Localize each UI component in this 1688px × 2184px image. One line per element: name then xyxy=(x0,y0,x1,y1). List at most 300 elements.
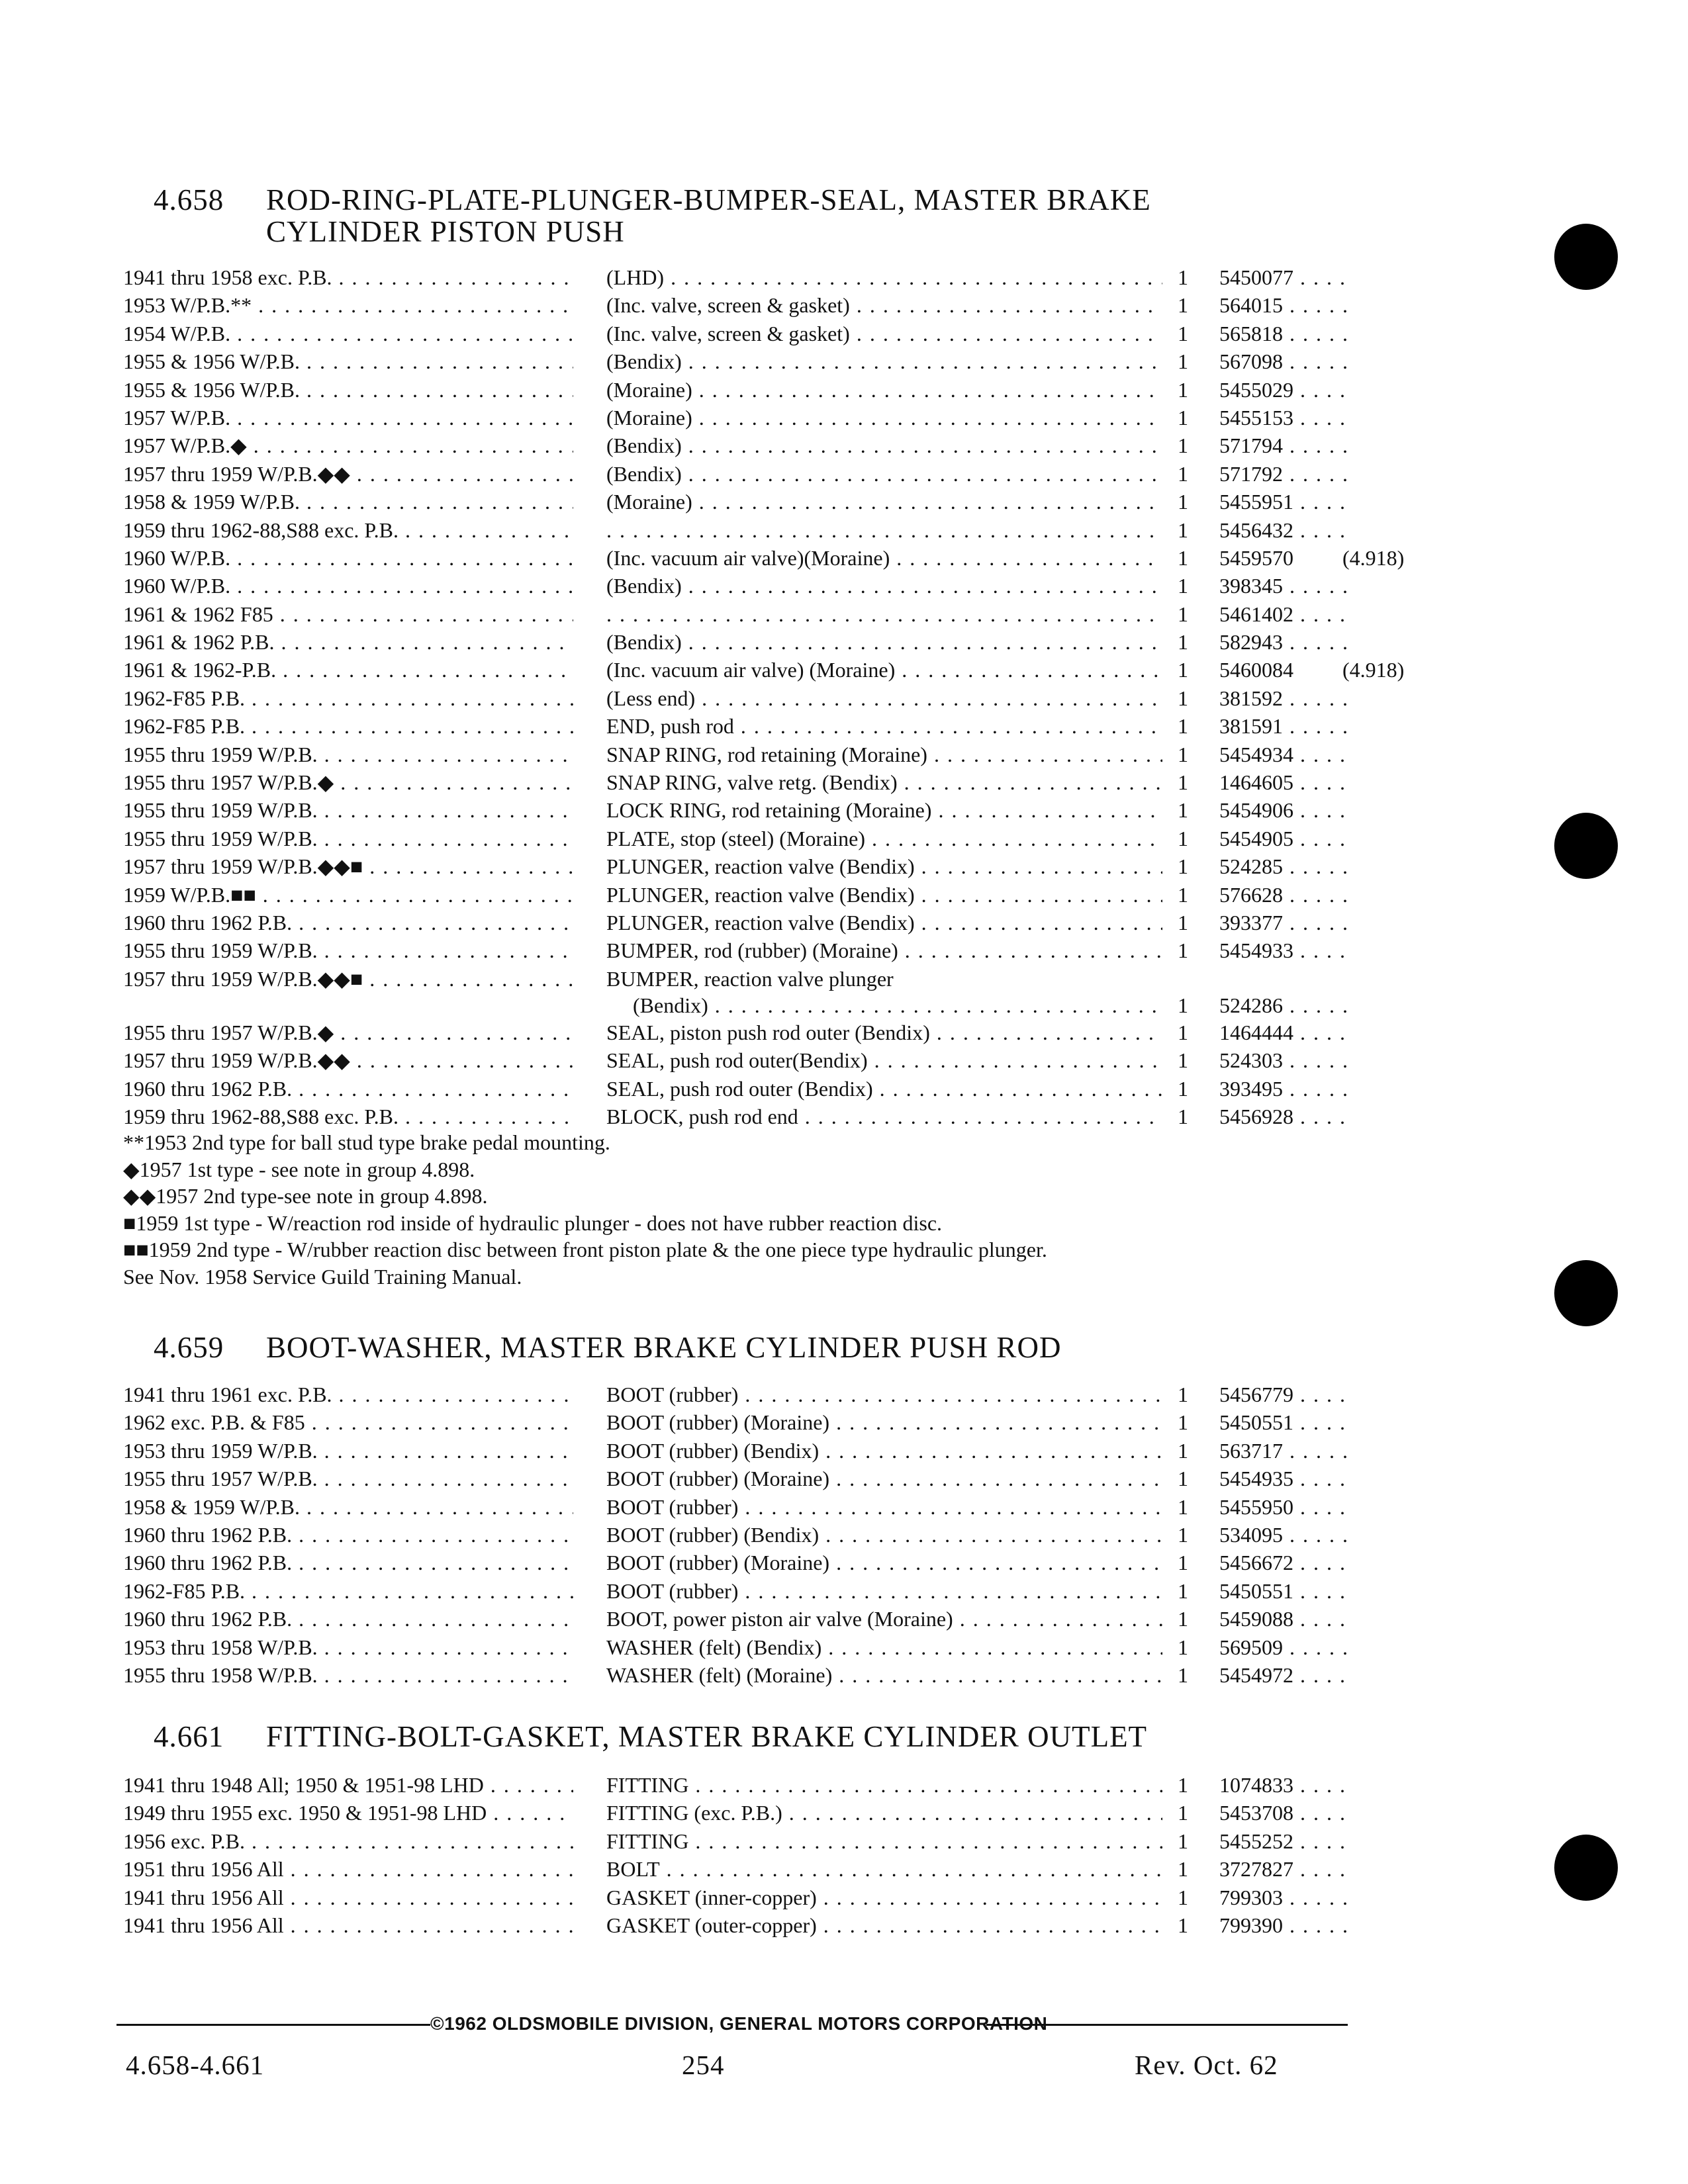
application-cell xyxy=(123,460,573,488)
part-number-cell xyxy=(1219,1605,1352,1633)
part-number-cell xyxy=(1219,600,1352,628)
table-row xyxy=(123,404,1348,432)
application-text: 1949 thru 1955 exc. 1950 & 1951-98 LHD . . . xyxy=(123,1801,573,1825)
description-cell xyxy=(606,1103,1162,1130)
part-number-cell xyxy=(1219,1493,1352,1521)
part-number-cell xyxy=(1219,991,1352,1019)
description-text: END, push rod . . . xyxy=(606,714,1162,738)
part-number-cell xyxy=(1219,1577,1352,1605)
section-number: 4.659 xyxy=(154,1331,224,1364)
description-text: LOCK RING, rod retaining (Moraine) . . . xyxy=(606,798,1162,822)
table-row xyxy=(123,909,1348,936)
application-text: 1941 thru 1956 All . . . xyxy=(123,1886,573,1909)
description-text: BOOT, power piston air valve (Moraine) . . . xyxy=(606,1607,1162,1631)
footnote: ■■1959 2nd type - W/rubber reaction disc between front piston plate & the one piece type hydraulic plunger. xyxy=(123,1238,1047,1261)
part-number-text: 5454906 . . . xyxy=(1219,798,1352,822)
description-cell xyxy=(606,1827,1162,1855)
section-title xyxy=(154,1332,1061,1363)
application-text: 1955 & 1956 W/P.B. . . . xyxy=(123,349,573,373)
section-title xyxy=(154,1721,1147,1752)
description-text: BOOT (rubber) (Bendix) . . . xyxy=(606,1439,1162,1463)
description-text: BOOT (rubber) (Moraine) . . . xyxy=(606,1551,1162,1574)
description-text: PLUNGER, reaction valve (Bendix) . . . xyxy=(606,883,1162,907)
quantity-cell: 1 xyxy=(1178,574,1188,598)
application-text: 1941 thru 1958 exc. P.B. . . . xyxy=(123,265,573,289)
part-number-text: 1074833 . . . xyxy=(1219,1773,1352,1797)
table-row xyxy=(123,684,1348,712)
part-number-text: 524303 . . . xyxy=(1219,1048,1352,1072)
quantity-cell: 1 xyxy=(1178,321,1188,345)
description-cell xyxy=(606,544,1162,572)
part-number-text: 1464444 . . . xyxy=(1219,1021,1352,1044)
application-text: 1960 thru 1962 P.B. . . . xyxy=(123,1077,573,1101)
part-number-text: 571794 . . . xyxy=(1219,433,1352,457)
part-number-text: 524286 . . . xyxy=(1219,993,1352,1017)
section-title-line2: CYLINDER PISTON PUSH xyxy=(266,215,625,248)
application-text: 1941 thru 1961 exc. P.B. . . . xyxy=(123,1383,573,1406)
part-number-cell xyxy=(1219,263,1352,291)
quantity-cell: 1 xyxy=(1178,1410,1188,1435)
part-number-cell xyxy=(1219,1911,1352,1939)
part-number-text: 393377 . . . xyxy=(1219,911,1352,934)
quantity-cell: 1 xyxy=(1178,1438,1188,1463)
part-number-cell xyxy=(1219,768,1352,796)
application-cell xyxy=(123,1911,573,1939)
description-cell xyxy=(606,1911,1162,1939)
application-cell xyxy=(123,263,573,291)
part-number-cell xyxy=(1219,376,1352,404)
application-cell xyxy=(123,1661,573,1689)
application-cell xyxy=(123,1408,573,1436)
description-text: BUMPER, reaction valve plunger xyxy=(606,966,894,991)
quantity-cell: 1 xyxy=(1178,293,1188,318)
description-cell xyxy=(606,741,1162,768)
quantity-cell: 1 xyxy=(1178,882,1188,907)
part-number-text: 5460084 xyxy=(1219,658,1293,682)
part-number-text: 5459088 . . . xyxy=(1219,1607,1352,1631)
application-text: 1955 thru 1959 W/P.B. . . . xyxy=(123,938,573,962)
part-number-text: 571792 . . . xyxy=(1219,462,1352,486)
description-cell xyxy=(606,628,1162,656)
description-text: BLOCK, push rod end . . . xyxy=(606,1105,1162,1128)
application-text: 1960 thru 1962 P.B. . . . xyxy=(123,1551,573,1574)
description-text: FITTING . . . xyxy=(606,1773,1162,1797)
part-number-cell xyxy=(1219,881,1352,909)
application-text: 1958 & 1959 W/P.B. . . . xyxy=(123,1495,573,1519)
application-cell xyxy=(123,1549,573,1576)
application-text: 1960 thru 1962 P.B. . . . xyxy=(123,1607,573,1631)
part-number-text: 5455951 . . . xyxy=(1219,490,1352,514)
application-cell xyxy=(123,852,573,880)
section-title xyxy=(154,184,1151,248)
description-text: BOOT (rubber) (Moraine) . . . xyxy=(606,1410,1162,1434)
application-cell xyxy=(123,1827,573,1855)
quantity-cell: 1 xyxy=(1178,1635,1188,1659)
application-text: 1951 thru 1956 All . . . xyxy=(123,1857,573,1881)
part-number-cell xyxy=(1219,852,1352,880)
table-row xyxy=(123,1549,1348,1576)
part-number-text: 5456928 . . . xyxy=(1219,1105,1352,1128)
application-cell xyxy=(123,1103,573,1130)
part-number-text: 1464605 . . . xyxy=(1219,770,1352,794)
table-row xyxy=(123,1771,1348,1799)
application-text: 1953 W/P.B.** . . . xyxy=(123,293,573,317)
quantity-cell: 1 xyxy=(1178,545,1188,570)
application-text: 1955 thru 1959 W/P.B. . . . xyxy=(123,743,573,766)
application-text: 1955 thru 1958 W/P.B. . . . xyxy=(123,1663,573,1687)
description-text: FITTING . . . xyxy=(606,1829,1162,1853)
description-cell xyxy=(606,768,1162,796)
quantity-cell: 1 xyxy=(1178,1076,1188,1101)
application-text: 1955 thru 1959 W/P.B. . . . xyxy=(123,798,573,822)
description-text: (Inc. valve, screen & gasket) . . . xyxy=(606,293,1162,317)
part-number-cell xyxy=(1219,1661,1352,1689)
quantity-cell: 1 xyxy=(1178,1383,1188,1406)
quantity-cell: 1 xyxy=(1178,1578,1188,1603)
table-row xyxy=(123,488,1348,516)
application-cell xyxy=(123,347,573,375)
quantity-cell: 1 xyxy=(1178,854,1188,879)
description-text: SNAP RING, rod retaining (Moraine) . . . xyxy=(606,743,1162,766)
description-cell xyxy=(606,825,1162,852)
table-row xyxy=(123,1911,1348,1939)
part-number-cell xyxy=(1219,320,1352,347)
quantity-cell: 1 xyxy=(1178,1829,1188,1853)
application-cell xyxy=(123,432,573,459)
quantity-cell: 1 xyxy=(1178,1857,1188,1882)
table-row xyxy=(123,544,1405,572)
application-cell xyxy=(123,1075,573,1103)
part-number-text: 5461402 . . . xyxy=(1219,602,1352,626)
quantity-cell: 1 xyxy=(1178,714,1188,739)
part-number-cell xyxy=(1219,1408,1352,1436)
application-cell xyxy=(123,1577,573,1605)
section-number: 4.658 xyxy=(154,183,224,216)
table-row xyxy=(123,1493,1348,1521)
footnote: ◆◆1957 2nd type-see note in group 4.898. xyxy=(123,1184,488,1208)
description-text: FITTING (exc. P.B.) . . . xyxy=(606,1801,1162,1825)
application-text: 1962-F85 P.B. . . . xyxy=(123,1579,573,1603)
part-number-text: 5455950 . . . xyxy=(1219,1495,1352,1519)
footnote: ■1959 1st type - W/reaction rod inside of hydraulic plunger - does not have rubber reaction disc. xyxy=(123,1210,943,1235)
description-cell xyxy=(606,656,1162,684)
binder-hole-4 xyxy=(1554,1835,1618,1901)
part-number-cell xyxy=(1219,1019,1352,1046)
application-text: 1962-F85 P.B. . . . xyxy=(123,686,573,710)
part-number-cell xyxy=(1219,1827,1352,1855)
table-row xyxy=(123,1103,1348,1130)
application-cell xyxy=(123,1884,573,1911)
quantity-cell: 1 xyxy=(1178,993,1188,1017)
description-cell xyxy=(606,1493,1162,1521)
description-text: (Bendix) . . . xyxy=(606,574,1162,598)
part-number-text: 5454933 . . . xyxy=(1219,938,1352,962)
quantity-cell: 1 xyxy=(1178,349,1188,374)
footer-page-number: 254 xyxy=(682,2050,725,2080)
description-text: BOOT (rubber) . . . xyxy=(606,1579,1162,1603)
application-text: 1962-F85 P.B. . . . xyxy=(123,714,573,738)
quantity-cell: 1 xyxy=(1178,1104,1188,1128)
part-number-text: 534095 . . . xyxy=(1219,1523,1352,1547)
description-cell xyxy=(606,1019,1162,1046)
description-text: (Moraine) . . . xyxy=(606,378,1162,402)
quantity-cell: 1 xyxy=(1178,518,1188,542)
description-cell xyxy=(606,516,1162,544)
part-number-cell xyxy=(1219,1103,1352,1130)
application-cell xyxy=(123,1493,573,1521)
part-number-text: 5456779 . . . xyxy=(1219,1383,1352,1406)
table-row xyxy=(123,741,1348,768)
part-number-cell xyxy=(1219,572,1352,600)
part-number-cell xyxy=(1219,1771,1352,1799)
table-row xyxy=(123,1521,1348,1549)
parts-list xyxy=(123,1381,1348,1689)
application-cell xyxy=(123,1381,573,1408)
application-cell xyxy=(123,881,573,909)
description-text: (Moraine) . . . xyxy=(606,406,1162,430)
cross-reference: (4.918) xyxy=(1342,658,1405,682)
footnote: See Nov. 1958 Service Guild Training Manual. xyxy=(123,1264,522,1289)
application-text: 1957 thru 1959 W/P.B.◆◆ . . . xyxy=(123,462,573,486)
description-text: PLUNGER, reaction valve (Bendix) . . . xyxy=(606,854,1162,878)
application-text: 1955 & 1956 W/P.B. . . . xyxy=(123,378,573,402)
description-cell xyxy=(606,1046,1162,1074)
part-number-cell xyxy=(1219,1437,1352,1465)
application-text: 1957 thru 1959 W/P.B.◆◆■ . . . xyxy=(123,967,573,991)
section-title-line1: FITTING-BOLT-GASKET, MASTER BRAKE CYLINDER OUTLET xyxy=(266,1720,1148,1753)
table-row xyxy=(123,1075,1348,1103)
application-text: 1956 exc. P.B. . . . xyxy=(123,1829,573,1853)
part-number-text: 563717 . . . xyxy=(1219,1439,1352,1463)
table-row xyxy=(123,600,1348,628)
application-cell xyxy=(123,909,573,936)
application-cell xyxy=(123,488,573,516)
application-cell xyxy=(123,656,573,684)
description-text: (Inc. vacuum air valve) (Moraine) . . . xyxy=(606,658,1162,682)
description-cell xyxy=(606,263,1162,291)
part-number-text: 565818 . . . xyxy=(1219,322,1352,345)
quantity-cell: 1 xyxy=(1178,1662,1188,1687)
quantity-cell: 1 xyxy=(1178,686,1188,710)
part-number-text: 582943 . . . xyxy=(1219,630,1352,654)
part-number-cell xyxy=(1219,1799,1352,1827)
quantity-cell: 1 xyxy=(1178,938,1188,963)
description-cell xyxy=(606,1408,1162,1436)
application-cell xyxy=(123,825,573,852)
table-row xyxy=(123,432,1348,459)
part-number-text: 567098 . . . xyxy=(1219,349,1352,373)
footer-revision: Rev. Oct. 62 xyxy=(1135,2050,1278,2080)
parts-list xyxy=(123,263,1405,1130)
part-number-cell xyxy=(1219,741,1352,768)
application-text: 1941 thru 1948 All; 1950 & 1951-98 LHD . . . xyxy=(123,1773,573,1797)
part-number-cell xyxy=(1219,544,1352,572)
description-cell xyxy=(606,1465,1162,1492)
table-row xyxy=(123,965,1348,1019)
footnotes xyxy=(123,1129,1381,1290)
part-number-text: 5455252 . . . xyxy=(1219,1829,1352,1853)
application-text: 1955 thru 1959 W/P.B. . . . xyxy=(123,827,573,850)
quantity-cell: 1 xyxy=(1178,1522,1188,1547)
application-text: 1961 & 1962 P.B. . . . xyxy=(123,630,573,654)
application-text: 1959 thru 1962-88,S88 exc. P.B. . . . xyxy=(123,1105,573,1128)
binder-hole-2 xyxy=(1554,813,1618,879)
description-cell xyxy=(606,488,1162,516)
footer-group-range: 4.658-4.661 xyxy=(126,2050,265,2080)
part-number-text: 799303 . . . xyxy=(1219,1886,1352,1909)
application-text: 1955 thru 1957 W/P.B.◆ . . . xyxy=(123,1021,573,1044)
quantity-cell: 1 xyxy=(1178,798,1188,823)
table-row xyxy=(123,516,1348,544)
application-text: 1957 thru 1959 W/P.B.◆◆■ . . . xyxy=(123,854,573,878)
table-row xyxy=(123,1661,1348,1689)
description-cell xyxy=(606,796,1162,824)
table-row xyxy=(123,656,1405,684)
description-cell xyxy=(606,1799,1162,1827)
part-number-text: 5454935 . . . xyxy=(1219,1467,1352,1490)
parts-list xyxy=(123,1771,1348,1939)
part-number-text: 5450077 . . . xyxy=(1219,265,1352,289)
application-text: 1961 & 1962 F85 . . . xyxy=(123,602,573,626)
application-cell xyxy=(123,1605,573,1633)
part-number-text: 564015 . . . xyxy=(1219,293,1352,317)
description-cell xyxy=(606,1075,1162,1103)
table-row xyxy=(123,1577,1348,1605)
description-cell xyxy=(606,1771,1162,1799)
quantity-cell: 1 xyxy=(1178,1494,1188,1519)
section-title-line1: ROD-RING-PLATE-PLUNGER-BUMPER-SEAL, MASTER BRAKE xyxy=(266,183,1151,216)
part-number-text: 398345 . . . xyxy=(1219,574,1352,598)
part-number-text: 5455029 . . . xyxy=(1219,378,1352,402)
description-text: SEAL, piston push rod outer (Bendix) . . . xyxy=(606,1021,1162,1044)
application-cell xyxy=(123,1465,573,1492)
description-text: WASHER (felt) (Bendix) . . . xyxy=(606,1635,1162,1659)
part-number-cell xyxy=(1219,1381,1352,1408)
quantity-cell: 1 xyxy=(1178,658,1188,682)
table-row xyxy=(123,852,1348,880)
quantity-cell: 1 xyxy=(1178,377,1188,402)
table-row xyxy=(123,881,1348,909)
part-number-cell xyxy=(1219,291,1352,319)
quantity-cell: 1 xyxy=(1178,461,1188,486)
part-number-cell xyxy=(1219,404,1352,432)
part-number-cell xyxy=(1219,1884,1352,1911)
application-text: 1960 W/P.B. . . . xyxy=(123,546,573,570)
quantity-cell: 1 xyxy=(1178,742,1188,766)
table-row xyxy=(123,628,1348,656)
quantity-cell: 1 xyxy=(1178,1913,1188,1937)
table-row xyxy=(123,768,1348,796)
part-number-text: 5450551 . . . xyxy=(1219,1579,1352,1603)
part-number-cell xyxy=(1219,825,1352,852)
quantity-cell: 1 xyxy=(1178,1551,1188,1575)
table-row xyxy=(123,1381,1348,1408)
part-number-cell xyxy=(1219,1549,1352,1576)
part-number-text: 5456432 . . . xyxy=(1219,518,1352,542)
part-number-cell xyxy=(1219,432,1352,459)
table-row xyxy=(123,263,1348,291)
part-number-text: 381592 . . . xyxy=(1219,686,1352,710)
description-cell xyxy=(606,347,1162,375)
part-number-cell xyxy=(1219,1855,1352,1883)
application-cell xyxy=(123,1046,573,1074)
quantity-cell: 1 xyxy=(1178,770,1188,795)
footer-copyright: ©1962 OLDSMOBILE DIVISION, GENERAL MOTORS CORPORATION xyxy=(430,2013,1048,2034)
part-number-text: 576628 . . . xyxy=(1219,883,1352,907)
table-row xyxy=(123,1465,1348,1492)
application-cell xyxy=(123,768,573,796)
part-number-cell xyxy=(1219,628,1352,656)
application-cell xyxy=(123,1771,573,1799)
binder-hole-1 xyxy=(1554,224,1618,290)
description-text xyxy=(606,602,1162,626)
description-cell xyxy=(606,600,1162,628)
application-cell xyxy=(123,1437,573,1465)
cross-reference: (4.918) xyxy=(1342,545,1405,570)
application-cell xyxy=(123,572,573,600)
section-title-line1: BOOT-WASHER, MASTER BRAKE CYLINDER PUSH ROD xyxy=(266,1331,1062,1364)
table-row xyxy=(123,1019,1348,1046)
application-cell xyxy=(123,1799,573,1827)
description-continuation xyxy=(606,991,1162,1019)
description-cell xyxy=(606,909,1162,936)
quantity-cell: 1 xyxy=(1178,1020,1188,1044)
quantity-cell: 1 xyxy=(1178,602,1188,626)
table-row xyxy=(123,796,1348,824)
quantity-cell: 1 xyxy=(1178,433,1188,458)
application-text: 1941 thru 1956 All . . . xyxy=(123,1913,573,1937)
description-text: BOOT (rubber) (Moraine) . . . xyxy=(606,1467,1162,1490)
quantity-cell: 1 xyxy=(1178,1885,1188,1909)
description-text: (LHD) . . . xyxy=(606,265,1162,289)
part-number-text: 5454972 . . . xyxy=(1219,1663,1352,1687)
table-row xyxy=(123,460,1348,488)
application-text: 1960 thru 1962 P.B. . . . xyxy=(123,1523,573,1547)
description-text: BOOT (rubber) . . . xyxy=(606,1495,1162,1519)
part-number-cell xyxy=(1219,460,1352,488)
application-cell xyxy=(123,404,573,432)
description-cell xyxy=(606,376,1162,404)
description-cell xyxy=(606,572,1162,600)
binder-hole-3 xyxy=(1554,1260,1618,1326)
description-cell xyxy=(606,1633,1162,1661)
application-text: 1955 thru 1957 W/P.B.◆ . . . xyxy=(123,770,573,794)
description-cell xyxy=(606,1605,1162,1633)
description-text: (Inc. valve, screen & gasket) . . . xyxy=(606,322,1162,345)
part-number-text: 569509 . . . xyxy=(1219,1635,1352,1659)
quantity-cell: 1 xyxy=(1178,910,1188,934)
footnote: **1953 2nd type for ball stud type brake pedal mounting. xyxy=(123,1130,610,1154)
table-row xyxy=(123,572,1348,600)
part-number-cell xyxy=(1219,1465,1352,1492)
description-cell xyxy=(606,965,1162,993)
description-cell xyxy=(606,1855,1162,1883)
application-cell xyxy=(123,684,573,712)
description-text: (Bendix) . . . xyxy=(606,433,1162,457)
table-row xyxy=(123,1046,1348,1074)
description-cell xyxy=(606,404,1162,432)
description-text: WASHER (felt) (Moraine) . . . xyxy=(606,1663,1162,1687)
description-text: BOLT . . . xyxy=(606,1857,1162,1881)
application-cell xyxy=(123,376,573,404)
part-number-cell xyxy=(1219,347,1352,375)
application-cell xyxy=(123,712,573,740)
table-row xyxy=(123,1437,1348,1465)
part-number-text: 381591 . . . xyxy=(1219,714,1352,738)
description-text: (Less end) . . . xyxy=(606,686,1162,710)
description-text xyxy=(606,518,1162,542)
application-cell xyxy=(123,628,573,656)
